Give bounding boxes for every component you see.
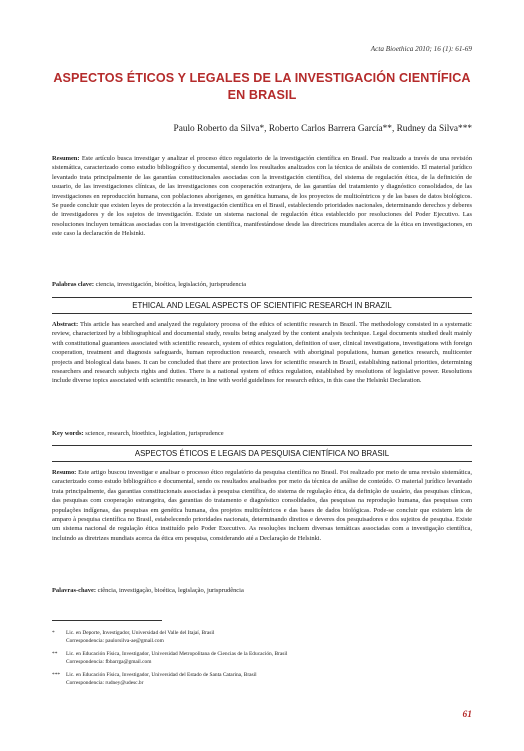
- footnote-mark: *: [52, 630, 55, 636]
- abstract-text: This article has searched and analyzed the regulatory process of the ethics of scientific research in Brazil. The methodology consisted in a systematic review, characterized by a bibliographical and documental study, results being analyzed by the content analysis technique. Legal documents studied dealt mainly with constitutional guarantees associated with scientific research, system of ethics regulation, definition of user, clinical investigations, investigations with foreign cooperation, treatment and diagnosis safeguards, human reproduction research, research with aboriginal populations, human genetics research, multicenter projects and biological data bases. It can be concluded that there are protection laws for scientific research in Brazil, establishing national priorities, determining researchers and research subjects rights and duties. There is a national system of ethics regulation, established by resolutions of legislative power. Resolutions include diverse topics associated with scientific research, in line with world guidelines for research ethics, in this case the Helsinki Declaration.: [52, 321, 472, 385]
- abstract-label: Abstract:: [52, 321, 79, 328]
- article-title: ASPECTOS ÉTICOS Y LEGALES DE LA INVESTIGACIÓN CIENTÍFICA EN BRASIL: [53, 71, 471, 102]
- footnote-affiliation: Lic. en Educación Física, Investigador, Universidad Metropolitana de Ciencias de la Educación, Brasil: [66, 651, 288, 657]
- page-number: 61: [462, 710, 472, 720]
- keywords-text: ciência, investigação, bioética, legislação, jurisprudência: [95, 587, 244, 594]
- abstract-label: Resumo:: [52, 469, 77, 476]
- keywords-label: Key words:: [52, 430, 84, 437]
- footnote-affiliation: Lic. en Deporte, Investigador, Universidad del Valle del Itajaí, Brasil: [66, 630, 215, 636]
- abstract-portuguese: [52, 468, 472, 543]
- keywords-text: ciencia, investigación, bioética, legislación, jurisprudencia: [94, 281, 247, 288]
- section-divider: [52, 445, 472, 446]
- journal-citation: Acta Bioethica 2010; 16 (1): 61-69: [370, 45, 472, 53]
- footnote-correspondence: Correspondencia: fbbarrga@gmail.com: [66, 659, 152, 666]
- section-divider: [52, 313, 472, 314]
- english-section-heading: ETHICAL AND LEGAL ASPECTS OF SCIENTIFIC RESEARCH IN BRAZIL: [132, 301, 392, 310]
- keywords-english: [52, 429, 472, 438]
- footnote: [52, 650, 352, 666]
- footnote: [52, 629, 352, 645]
- keywords-label: Palabras clave:: [52, 281, 95, 288]
- abstract-spanish: [52, 154, 472, 239]
- footnote-divider: [52, 620, 162, 621]
- abstract-text: Este artículo busca investigar y analizar el proceso ético regulatorio de la investigación científica en Brasil. Fue realizado a través de una revisión sistemática, caracterizado como estudio bibliográfico y documental, siendo los resultados analizados con la técnica de análisis de contenido. El material jurídico levantado trata principalmente de las garantías constitucionales asociadas con la investigación científica, del sistema de regulación ética, de la definición de usuario, de las investigaciones clínicas, de las investigaciones con cooperación extranjera, de las garantías del tratamiento y diagnóstico consolidados, de las investigaciones en reproducción humana, con poblaciones aborígenes, en genética humana, de los proyectos de multicéntricos y de las bases de datos biológicos. Se puede concluir que existen leyes de protección a la investigación científica en el Brasil, estableciendo prioridades nacionales, determinando derechos y deberes de investigadores y de los sujetos de investigación. Existe un sistema nacional de regulación ética establecido por resoluciones del Poder Ejecutivo. Las resoluciones incluyen temáticas asociadas con la investigación científica, manifestándose desde las directrices mundiales acerca de la ética en investigaciones, en este caso la declaración de Helsinki.: [52, 155, 472, 238]
- keywords-portuguese: [52, 586, 472, 595]
- footnote-affiliation: Lic. en Educación Física, Investigador, Universidad del Estado de Santa Catarina, Brasil: [66, 672, 257, 678]
- footnote-correspondence: Correspondencia: paulorsilva-ae@gmail.com: [66, 638, 164, 645]
- keywords-label: Palavras-chave:: [52, 587, 96, 594]
- footnote-mark: ***: [52, 672, 61, 678]
- authors-line: Paulo Roberto da Silva*, Roberto Carlos Barrera García**, Rudney da Silva***: [173, 124, 472, 134]
- footnote-mark: **: [52, 651, 58, 657]
- abstract-text: Este artigo buscou investigar e analisar o processo ético regulatório da pesquisa científica no Brasil. Foi realizado por meio de uma revisão sistemática, caracterizado como estudo bibliográfico e documental, sendo os resultados analisados por meio da técnica de análise de conteúdo. O material jurídico levantado trata principalmente, das garantias constitucionais associadas à pesquisa científica, do sistema de regulação ética, da definição de usuário, das pesquisas clínicas, das pesquisas com cooperação estrangeira, das garantias do tratamento e diagnóstico consolidados, das pesquisas na reprodução humana, das pesquisas com populações indígenas, das pesquisas em genética humana, dos projetos multicêntricos e das bases de dados biológicas. Pode-se concluir que existem leis de amparo à pesquisa científica no Brasil, estabelecendo prioridades nacionais, determinando direitos e deveres dos pesquisadores e dos sujeitos de pesquisa. Existe um sistema nacional de regulação ética instituído pelo Poder Executivo. As resoluções incluem diversas temáticas associadas com a investigação científica, incluindo as diretrizes mundiais acerca da ética em pesquisa, considerando até a Declaração de Helsinki.: [52, 469, 472, 542]
- keywords-text: science, research, bioethics, legislation, jurisprudence: [83, 430, 224, 437]
- abstract-label: Resumen:: [52, 155, 80, 162]
- portuguese-section-heading: ASPECTOS ÉTICOS E LEGAIS DA PESQUISA CIENTÍFICA NO BRASIL: [134, 449, 390, 458]
- abstract-english: [52, 320, 472, 386]
- keywords-spanish: [52, 280, 472, 289]
- section-divider: [52, 461, 472, 462]
- footnote: [52, 671, 352, 687]
- section-divider: [52, 297, 472, 298]
- footnote-correspondence: Correspondencia: rudney@udesc.br: [66, 680, 144, 687]
